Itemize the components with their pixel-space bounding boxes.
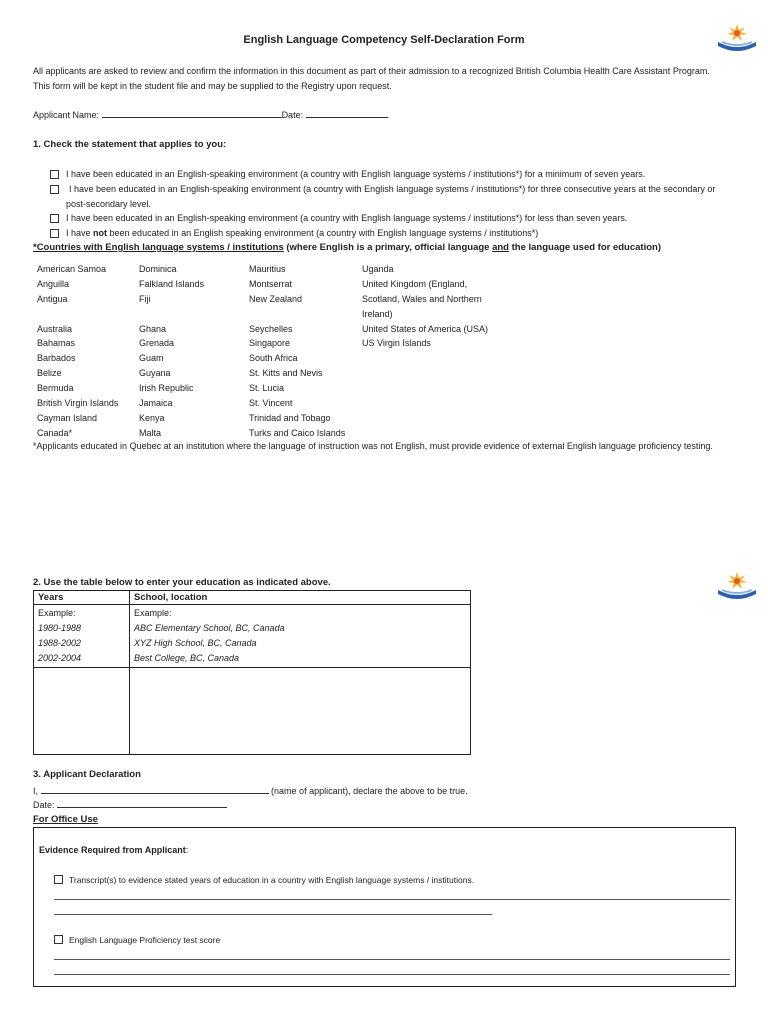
- example-years-2: 1988-2002: [38, 638, 82, 648]
- section1-heading: 1. Check the statement that applies to you:: [33, 139, 227, 150]
- declaration-date-label: Date:: [33, 800, 55, 810]
- country-item: Antigua: [37, 293, 68, 304]
- country-item: [37, 307, 137, 322]
- country-item: Uganda: [362, 264, 394, 274]
- countries-col-2: [139, 262, 247, 441]
- countries-col-4: [362, 262, 512, 351]
- section2-heading: 2. Use the table below to enter your education as indicated above.: [33, 577, 331, 588]
- statement-4-not: not: [93, 228, 108, 238]
- statement-3: [50, 211, 740, 226]
- applicant-name-field[interactable]: [102, 109, 282, 118]
- countries-heading-and: and: [492, 242, 509, 253]
- countries-heading: [33, 242, 661, 253]
- office-use-box: [33, 827, 736, 987]
- evidence-line-3: [54, 959, 730, 960]
- example-school-2: XYZ High School, BC, Canada: [134, 638, 257, 648]
- country-item: Barbados: [37, 353, 76, 364]
- statement-4-post: been educated in an English speaking environment (a country with English language systems / institutions*): [107, 228, 539, 238]
- country-item: Trinidad and Tobago: [249, 412, 331, 423]
- example-years-1: 1980-1988: [38, 623, 82, 633]
- intro-text: [33, 64, 743, 94]
- country-item: St. Kitts and Nevis: [249, 368, 323, 379]
- country-item: Falkland Islands: [139, 278, 205, 289]
- col-school-header: School, location: [130, 591, 471, 605]
- statement-3-text: I have been educated in an English-speaking environment (a country with English language systems / institutions*) for less than seven years.: [66, 213, 628, 223]
- statement-3-checkbox[interactable]: [50, 214, 59, 223]
- form-title: English Language Competency Self-Declaration Form: [243, 34, 525, 46]
- example-label: Example:: [38, 608, 76, 618]
- countries-heading-middle: (where English is a primary, official language: [283, 242, 493, 253]
- declaration-row: [33, 785, 468, 796]
- statement-2-text: I have been educated in an English-speaking environment (a country with English language systems / institutions*) for three consecutive years at the secondary or: [69, 184, 716, 194]
- example-label-2: Example:: [134, 608, 172, 618]
- evidence-item-1-text: Transcript(s) to evidence stated years of education in a country with English language systems / institutions.: [69, 875, 475, 885]
- country-item: Scotland, Wales and Northern: [362, 293, 482, 304]
- country-item: British Virgin Islands: [37, 398, 119, 409]
- evidence-line-2: [54, 914, 492, 915]
- statement-1-checkbox[interactable]: [50, 170, 59, 179]
- education-table-header: [34, 591, 471, 605]
- country-item: Ghana: [139, 323, 167, 334]
- country-item: Australia: [37, 323, 73, 334]
- country-item: Malta: [139, 427, 162, 438]
- country-item: Irish Republic: [139, 383, 194, 394]
- statement-4: [50, 226, 740, 241]
- evidence-heading-colon: :: [185, 845, 189, 855]
- country-item: New Zealand: [249, 293, 303, 304]
- evidence-heading: [39, 845, 188, 855]
- entry-school-cell[interactable]: [130, 668, 471, 755]
- declaration-date-row: [33, 799, 227, 810]
- country-item: Cayman Island: [37, 412, 98, 423]
- evidence-line-1: [54, 899, 730, 900]
- country-item: Kenya: [139, 412, 165, 423]
- applicant-name-label: Applicant Name:: [33, 110, 100, 120]
- country-item: Turks and Caico Islands: [249, 427, 346, 438]
- example-years-3: 2002-2004: [38, 653, 82, 663]
- country-item: Dominica: [139, 264, 177, 274]
- intro-line-2: This form will be kept in the student file and may be supplied to the Registry upon request.: [33, 81, 392, 91]
- country-item: Mauritius: [249, 264, 286, 274]
- country-item: United Kingdom (England,: [362, 278, 468, 289]
- statement-1: [50, 167, 740, 182]
- quebec-note: *Applicants educated in Quebec at an institution where the language of instruction was not English, must provide evidence of external English language proficiency testing.: [33, 441, 713, 451]
- declaration-date-field[interactable]: [57, 799, 227, 808]
- institution-logo-2: [714, 570, 760, 604]
- country-item: United States of America (USA): [362, 323, 489, 334]
- evidence-line-4: [54, 974, 730, 975]
- country-item: Guam: [139, 353, 164, 364]
- evidence-heading-text: Evidence Required from Applicant: [39, 845, 186, 855]
- countries-col-1: [37, 262, 137, 441]
- country-item: [139, 307, 247, 322]
- evidence-item-1: [54, 875, 474, 885]
- example-years-cell: [34, 605, 130, 668]
- statement-4-text: [66, 226, 740, 241]
- countries-heading-underlined: *Countries with English language systems / institutions: [33, 242, 284, 253]
- country-item: Grenada: [139, 338, 175, 349]
- statement-2-checkbox[interactable]: [50, 185, 59, 194]
- statement-4-pre: I have: [66, 228, 94, 238]
- example-school-1: ABC Elementary School, BC, Canada: [134, 623, 285, 633]
- example-school-cell: [130, 605, 471, 668]
- evidence-item-2-checkbox[interactable]: [54, 935, 63, 944]
- countries-col-3: [249, 262, 361, 441]
- country-item: Montserrat: [249, 278, 293, 289]
- statement-2-text-cont: post-secondary level.: [66, 199, 152, 209]
- declaration-i-label: I,: [33, 786, 39, 796]
- country-item: South Africa: [249, 353, 298, 364]
- country-item: Guyana: [139, 368, 171, 379]
- country-item: Ireland): [362, 308, 393, 319]
- countries-heading-end: the language used for education): [508, 242, 661, 253]
- country-item: Anguilla: [37, 278, 70, 289]
- office-use-heading: For Office Use: [33, 814, 98, 825]
- country-item: Bahamas: [37, 338, 76, 349]
- statement-1-text: I have been educated in an English-speaking environment (a country with English language systems / institutions*) for a minimum of seven years.: [66, 169, 646, 179]
- statement-4-checkbox[interactable]: [50, 229, 59, 238]
- country-item: Seychelles: [249, 323, 293, 334]
- col-years-header: Years: [34, 591, 130, 605]
- intro-line-1: All applicants are asked to review and confirm the information in this document as part of their admission to a recognized British Columbia Health Care Assistant Program.: [33, 66, 710, 76]
- country-item: Jamaica: [139, 398, 173, 409]
- applicant-date-field[interactable]: [306, 109, 388, 118]
- table-row-entry: [34, 668, 471, 755]
- evidence-item-2: [54, 935, 220, 945]
- statement-2: [50, 182, 740, 212]
- section3-heading: 3. Applicant Declaration: [33, 769, 141, 780]
- country-item: American Samoa: [37, 264, 107, 274]
- applicant-date-label: Date:: [281, 110, 304, 120]
- declaration-name-field[interactable]: [41, 785, 269, 794]
- evidence-item-1-checkbox[interactable]: [54, 875, 63, 884]
- evidence-item-2-text: English Language Proficiency test score: [69, 935, 221, 945]
- example-school-3: Best College, BC, Canada: [134, 653, 240, 663]
- table-row-example: [34, 605, 471, 668]
- education-table: [33, 590, 471, 755]
- country-item: Belize: [37, 368, 62, 379]
- country-item: US Virgin Islands: [362, 338, 431, 349]
- country-item: Canada*: [37, 427, 73, 438]
- entry-years-cell[interactable]: [34, 668, 130, 755]
- declaration-text: (name of applicant), declare the above to be true.: [271, 786, 468, 796]
- applicant-name-row: [33, 109, 388, 120]
- country-item: [249, 307, 361, 322]
- country-item: Bermuda: [37, 383, 74, 394]
- country-item: St. Lucia: [249, 383, 285, 394]
- institution-logo: [714, 22, 760, 56]
- country-item: Singapore: [249, 338, 291, 349]
- country-item: Fiji: [139, 293, 151, 304]
- country-item: St. Vincent: [249, 398, 293, 409]
